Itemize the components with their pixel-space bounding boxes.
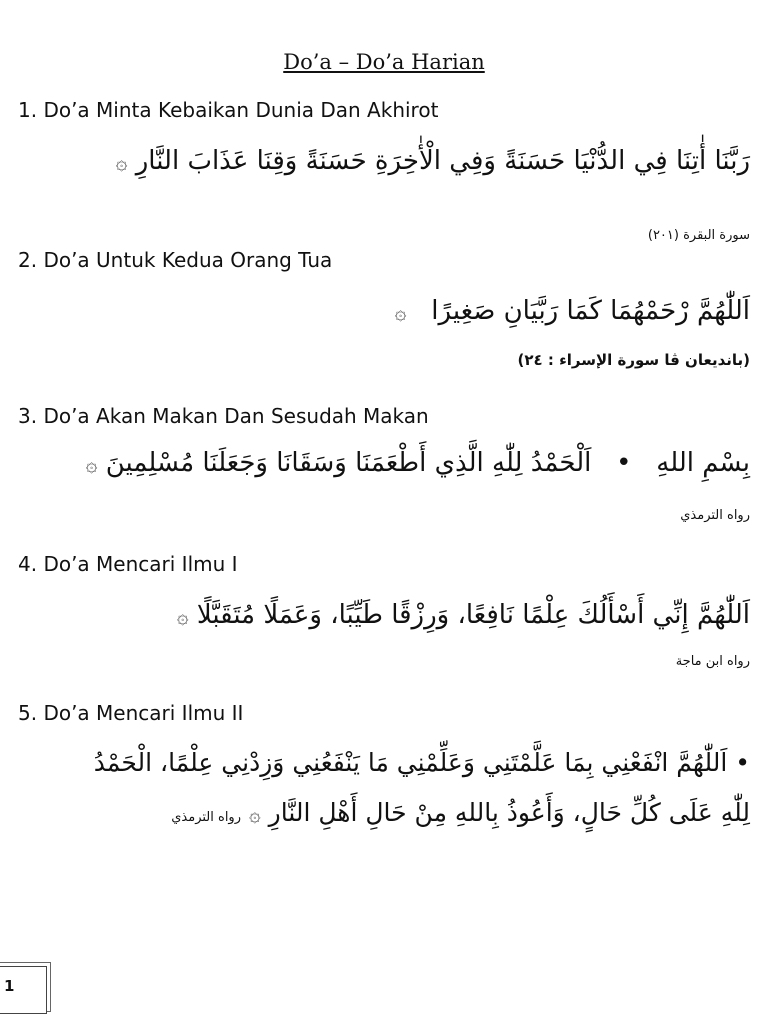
section-1-arabic-text: رَبَّنَا أٰتِنَا فِي الدُّنْيَا حَسَنَةً وَفِي الْأٰخِرَةِ حَسَنَةً وَقِنَا عَذَابَ النَّارِ bbox=[135, 146, 750, 176]
section-2-arabic-text: اَللّٰهُمَّ رْحَمْهُمَا كَمَا رَبَّيَانِ صَغِيرًا bbox=[431, 296, 750, 326]
page-number: 1 bbox=[4, 977, 15, 995]
bullet: • bbox=[616, 448, 632, 478]
section-1-reference: سورة البقرة (٢٠١) bbox=[647, 228, 750, 243]
section-5-arabic-text-2: لِلّٰهِ عَلَى كُلِّ حَالٍ، وَأَعُوذُ بِاللهِ مِنْ حَالِ أَهْلِ النَّارِ bbox=[268, 798, 750, 827]
ornament-icon: ۞ bbox=[176, 604, 189, 628]
section-5-arabic-line1 bbox=[18, 748, 750, 778]
ornament-icon: ۞ bbox=[394, 300, 407, 324]
section-5-arabic-text-1: اَللّٰهُمَّ انْفَعْنِي بِمَا عَلَّمْتَنِي وَعَلِّمْنِي مَا يَنْفَعُنِي وَزِدْنِي عِلْمًا، الْحَمْدُ bbox=[93, 748, 728, 777]
section-4-reference: رواه ابن ماجة bbox=[675, 654, 750, 669]
section-4-arabic bbox=[18, 600, 750, 631]
ornament-icon: ۞ bbox=[115, 150, 128, 174]
section-4-arabic-text: اَللّٰهُمَّ إِنِّي أَسْأَلُكَ عِلْمًا نَافِعًا، وَرِزْقًا طَيِّبًا، وَعَمَلًا مُتَقَبَّلًا bbox=[196, 600, 750, 630]
section-1-arabic bbox=[18, 146, 750, 177]
section-3-reference: رواه الترمذي bbox=[680, 508, 750, 523]
bullet: • bbox=[735, 748, 750, 777]
document-title: Do’a – Do’a Harian bbox=[283, 50, 485, 74]
section-3-heading: 3. Do’a Akan Makan Dan Sesudah Makan bbox=[18, 404, 429, 428]
section-5-heading: 5. Do’a Mencari Ilmu II bbox=[18, 701, 244, 725]
ornament-icon: ۞ bbox=[248, 802, 261, 826]
section-1-heading: 1. Do’a Minta Kebaikan Dunia Dan Akhirot bbox=[18, 98, 439, 122]
section-4-heading: 4. Do’a Mencari Ilmu I bbox=[18, 552, 238, 576]
section-3-arabic-b: اَلْحَمْدُ لِلّٰهِ الَّذِي أَطْعَمَنَا وَسَقَانَا وَجَعَلَنَا مُسْلِمِينَ bbox=[105, 448, 592, 478]
section-5-reference: رواه الترمذي bbox=[171, 810, 241, 825]
section-3-arabic bbox=[18, 448, 750, 479]
ornament-icon: ۞ bbox=[85, 452, 98, 476]
section-2-heading: 2. Do’a Untuk Kedua Orang Tua bbox=[18, 248, 333, 272]
section-5-arabic-line2 bbox=[18, 798, 750, 828]
section-2-reference: (بانديعان ڤا سورة الإسراء : ٢٤) bbox=[517, 351, 750, 369]
section-3-arabic-a: بِسْمِ اللهِ bbox=[656, 448, 750, 478]
section-2-arabic bbox=[18, 296, 750, 327]
